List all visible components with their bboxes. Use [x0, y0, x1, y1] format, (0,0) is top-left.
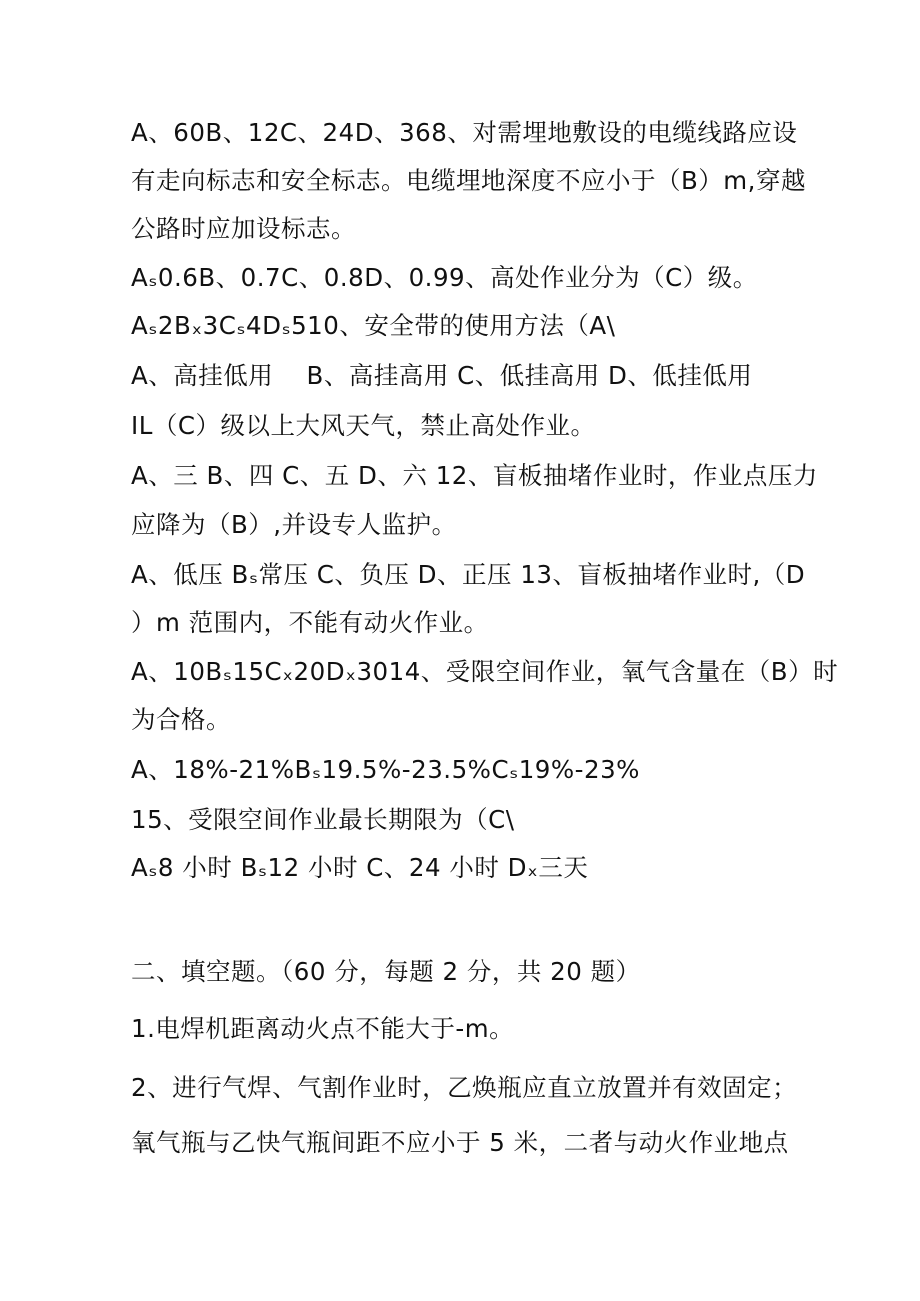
text-line: Aₛ8 小时 Bₛ12 小时 C、24 小时 Dₓ三天	[131, 853, 589, 882]
text-line: 15、受限空间作业最长期限为（C\	[131, 805, 515, 834]
text-line: A、10Bₛ15Cₓ20Dₓ3014、受限空间作业，氧气含量在（B）时	[131, 657, 839, 686]
text-line: A、低压 Bₛ常压 C、负压 D、正压 13、盲板抽堵作业时,（D	[131, 560, 806, 589]
text-line: 公路时应加设标志。	[131, 214, 356, 243]
text-line: 1.电焊机距离动火点不能大于-m。	[131, 1014, 515, 1043]
section-heading: 二、填空题。（60 分，每题 2 分，共 20 题）	[131, 957, 641, 986]
text-line: A、三 B、四 C、五 D、六 12、盲板抽堵作业时，作业点压力	[131, 461, 818, 490]
text-line: A、60B、12C、24D、368、对需埋地敷设的电缆线路应设	[131, 118, 798, 147]
text-line: ）m 范围内，不能有动火作业。	[131, 608, 489, 637]
text-line: IL（C）级以上大风天气，禁止高处作业。	[131, 411, 596, 440]
text-line: A、18%-21%Bₛ19.5%-23.5%Cₛ19%-23%	[131, 755, 640, 784]
text-line: 有走向标志和安全标志。电缆埋地深度不应小于（B）m,穿越	[131, 166, 806, 195]
text-line: 为合格。	[131, 705, 231, 734]
text-line: Aₛ2Bₓ3Cₛ4Dₛ510、安全带的使用方法（A\	[131, 311, 616, 340]
text-line: 2、进行气焊、气割作业时，乙焕瓶应直立放置并有效固定；	[131, 1073, 798, 1102]
text-line: Aₛ0.6B、0.7C、0.8D、0.99、高处作业分为（C）级。	[131, 263, 758, 292]
text-line: A、高挂低用 B、高挂高用 C、低挂高用 D、低挂低用	[131, 361, 753, 390]
text-line: 氧气瓶与乙快气瓶间距不应小于 5 米，二者与动火作业地点	[131, 1128, 789, 1157]
text-line: 应降为（B）,并设专人监护。	[131, 510, 457, 539]
